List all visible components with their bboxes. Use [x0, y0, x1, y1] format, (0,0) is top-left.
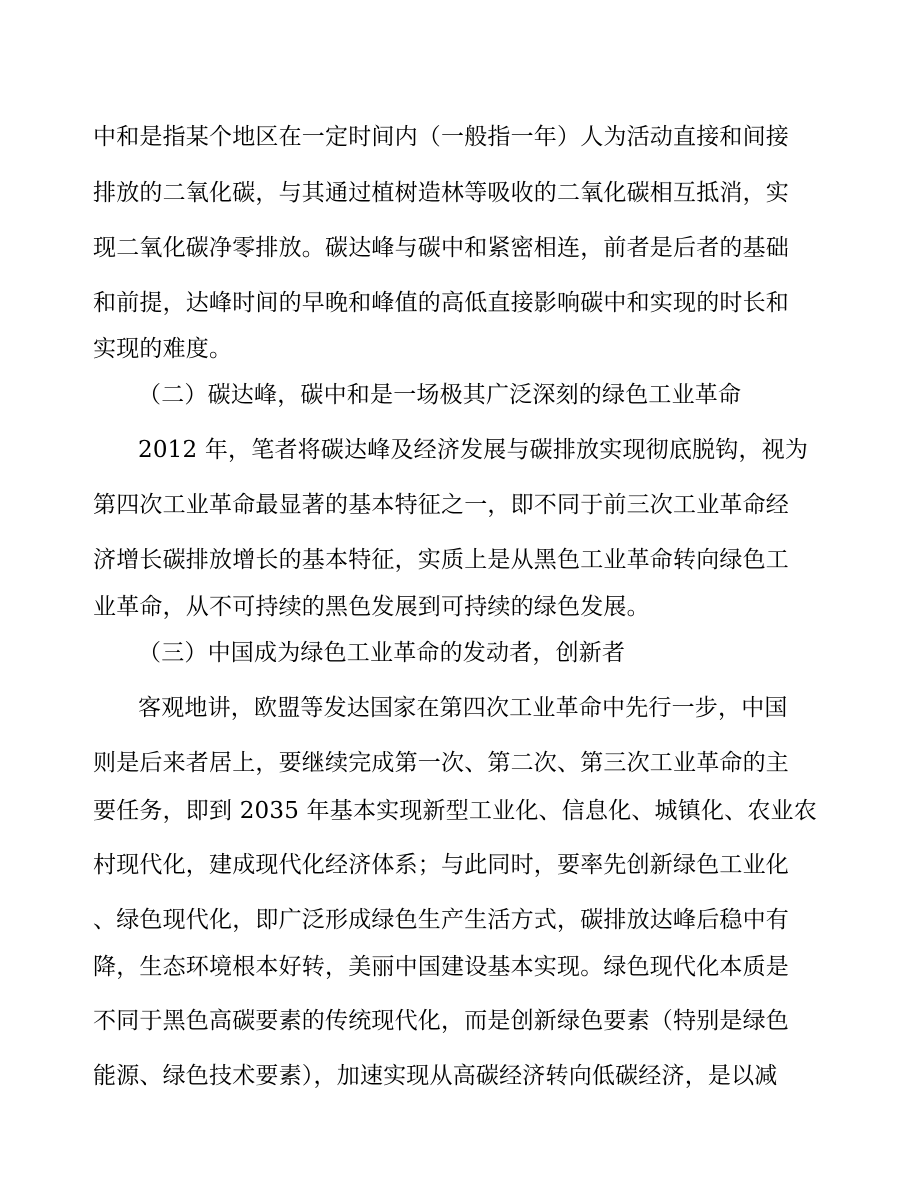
- paragraph-line: 现二氧化碳净零排放。碳达峰与碳中和紧密相连，前者是后者的基础: [93, 235, 789, 261]
- paragraph-line: 业革命，从不可持续的黑色发展到可持续的绿色发展。: [93, 594, 650, 620]
- paragraph-line: 村现代化，建成现代化经济体系；与此同时，要率先创新绿色工业化: [93, 852, 789, 878]
- paragraph-line: 第四次工业革命最显著的基本特征之一，即不同于前三次工业革命经: [93, 492, 789, 518]
- paragraph-line: 排放的二氧化碳，与其通过植树造林等吸收的二氧化碳相互抵消，实: [93, 180, 789, 206]
- paragraph-line: 能源、绿色技术要素），加速实现从高碳经济转向低碳经济，是以减: [93, 1063, 778, 1089]
- paragraph-line: 中和是指某个地区在一定时间内（一般指一年）人为活动直接和间接: [93, 124, 789, 150]
- paragraph-line: 则是后来者居上，要继续完成第一次、第二次、第三次工业革命的主: [93, 750, 789, 776]
- paragraph-line: 实现的难度。: [93, 336, 233, 362]
- section-heading-3: （三）中国成为绿色工业革命的发动者，创新者: [138, 640, 626, 666]
- section-heading-2: （二）碳达峰，碳中和是一场极其广泛深刻的绿色工业革命: [138, 382, 742, 408]
- paragraph-line: 2012 年，笔者将碳达峰及经济发展与碳排放实现彻底脱钩，视为: [138, 437, 809, 463]
- paragraph-line: 和前提，达峰时间的早晚和峰值的高低直接影响碳中和实现的时长和: [93, 290, 789, 316]
- paragraph-line: 不同于黑色高碳要素的传统现代化，而是创新绿色要素（特别是绿色: [93, 1008, 789, 1034]
- paragraph-line: 济增长碳排放增长的基本特征，实质上是从黑色工业革命转向绿色工: [93, 547, 789, 573]
- paragraph-line: 要任务，即到 2035 年基本实现新型工业化、信息化、城镇化、农业农: [93, 798, 817, 824]
- paragraph-line: 降，生态环境根本好转，美丽中国建设基本实现。绿色现代化本质是: [93, 954, 789, 980]
- paragraph-line: 、绿色现代化，即广泛形成绿色生产生活方式，碳排放达峰后稳中有: [93, 907, 789, 933]
- paragraph-line: 客观地讲，欧盟等发达国家在第四次工业革命中先行一步，中国: [138, 695, 788, 721]
